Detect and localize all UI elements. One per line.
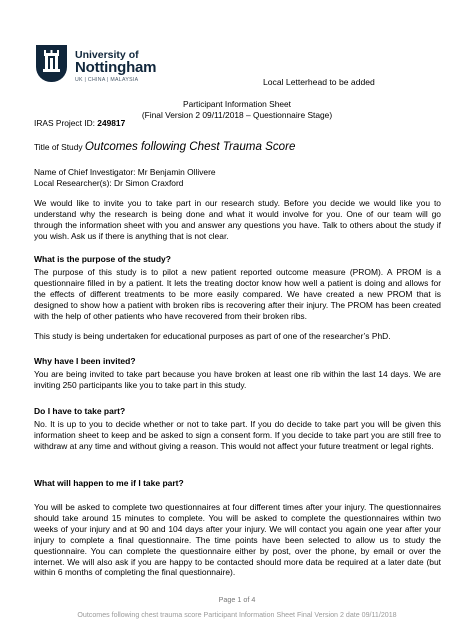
- investigators: [34, 167, 216, 189]
- logo-text-university-of: University of: [75, 49, 139, 61]
- document-title-line-1: Participant Information Sheet: [182, 99, 291, 109]
- logo-text-campuses: UK | CHINA | MALAYSIA: [75, 77, 139, 83]
- page-number: Page 1 of 4: [218, 595, 256, 604]
- section-paragraph-take-part-1: No. It is up to you to decide whether or not to take part. If you do decide to take part you will be given this information sheet to keep and be asked to sign a consent form. If you decide to take part you are still free to withdraw at any time and without giving a reason. This would not affect your future treatment or legal rights.: [34, 419, 441, 451]
- study-title-row: [34, 137, 295, 155]
- university-logo: [36, 45, 156, 85]
- section-paragraph-invited-1: You are being invited to take part because you have broken at least one rib within the last 14 days. We are inviting 250 participants like you to take part in this study.: [34, 369, 441, 390]
- local-researchers: Local Researcher(s): Dr Simon Craxford: [34, 178, 184, 188]
- section-heading-invited: Why have I been invited?: [34, 356, 136, 366]
- section-heading-take-part: Do I have to take part?: [34, 406, 126, 416]
- iras-value: 249817: [97, 118, 126, 128]
- section-paragraph-purpose-2: This study is being undertaken for educational purposes as part of one of the researcher’s PhD.: [34, 331, 391, 341]
- letterhead-note: Local Letterhead to be added: [263, 77, 375, 87]
- page-footer: Outcomes following chest trauma score Participant Information Sheet Final Version 2 date 09/11/2018: [77, 611, 397, 619]
- chief-investigator: Name of Chief Investigator: Mr Benjamin Ollivere: [34, 167, 216, 177]
- intro-paragraph: We would like to invite you to take part in our research study. Before you decide we would like you to understand why the research is being done and what it would involve for you. One of our team will go through the information sheet with you and answer any questions you have. Talk to others about the study if you wish. Ask us if there is anything that is not clear.: [34, 198, 441, 241]
- section-heading-purpose: What is the purpose of the study?: [34, 254, 171, 264]
- section-paragraph-purpose-1: The purpose of this study is to pilot a new patient reported outcome measure (PROM). A PROM is a questionnaire filled in by a patient. It lets the treating doctor know how well a patient is doing and allows for the effects of different treatments to be more easily compared. We have created a new PROM that is designed to show how a patient with broken ribs is recovering after their injury. The PROM has been created with the help of other patients who have recovered from their broken ribs.: [34, 267, 441, 321]
- iras-label: IRAS Project ID:: [34, 118, 98, 128]
- document-title-line-2: (Final Version 2 09/11/2018 – Questionnaire Stage): [141, 110, 333, 120]
- crest-icon: [36, 45, 67, 82]
- section-heading-what-happens: What will happen to me if I take part?: [34, 478, 184, 488]
- logo-text-nottingham: Nottingham: [75, 59, 157, 76]
- study-title: Outcomes following Chest Trauma Score: [84, 140, 296, 153]
- iras-project-id: [34, 118, 125, 128]
- section-paragraph-what-happens-1: You will be asked to complete two questionnaires at four different times after your injury. The questionnaires should take around 15 minutes to complete. You will be asked to complete the questionnaires within two weeks of your injury and at 90 and 104 days after your injury. We will contact you again one year after your injury to complete a final questionnaire. The time points have been selected to allow us to study the questionnaire. You can complete the questionnaire either by post, over the phone, by email or over the internet. We will also ask if you are happy to be contacted should more data be required at a later date (but within 6 months of completing the final questionnaire).: [34, 502, 441, 578]
- study-title-label: Title of Study: [34, 142, 85, 152]
